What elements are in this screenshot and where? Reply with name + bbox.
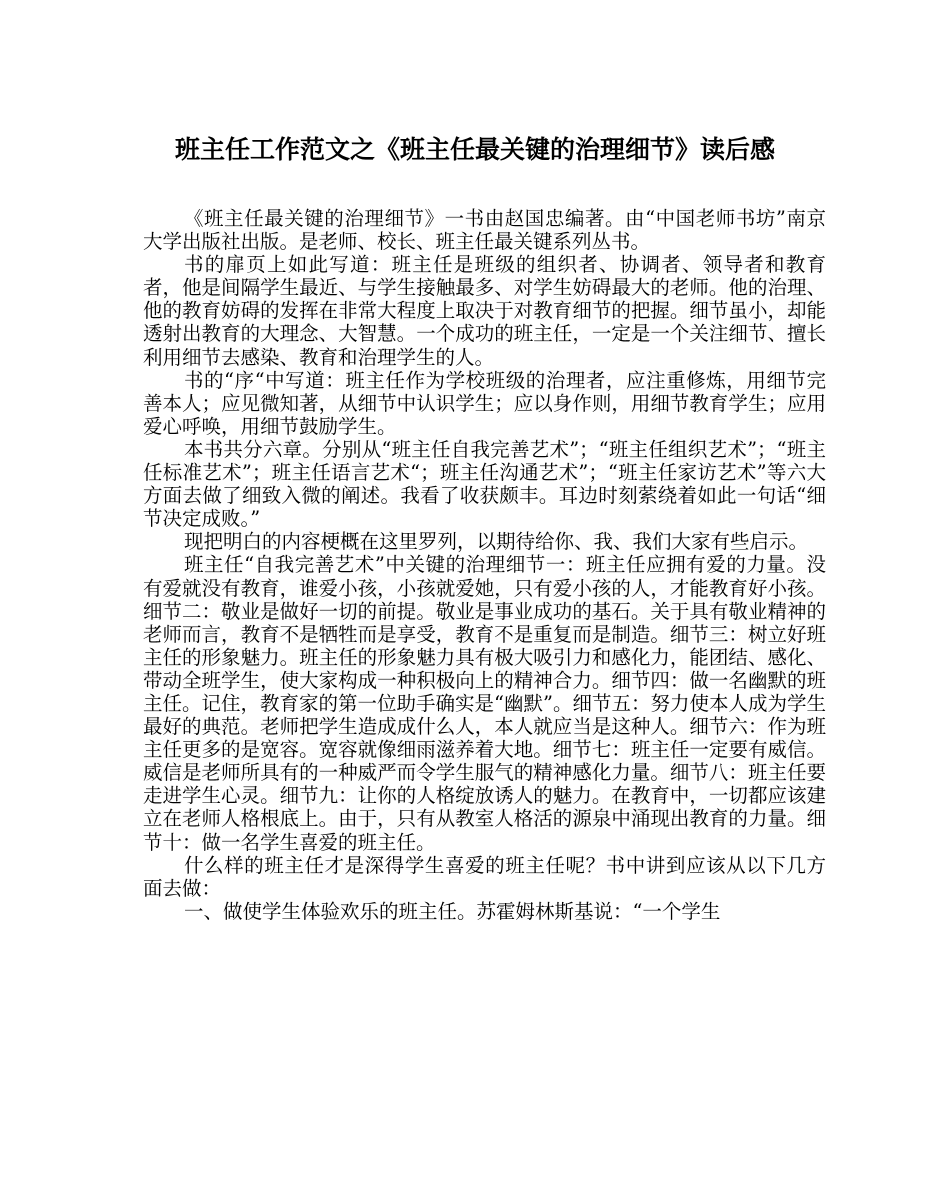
paragraph: 书的“序“中写道：班主任作为学校班级的治理者，应注重修炼，用细节完善本人；应见微知著，从细节中认识学生；应以身作则，用细节教育学生；应用爱心呼唤，用细节鼓励学生。: [143, 368, 826, 438]
paragraph: 班主任“自我完善艺术”中关键的治理细节一：班主任应拥有爱的力量。没有爱就没有教育，谁爱小孩，小孩就爱她，只有爱小孩的人，才能教育好小孩。细节二：敬业是做好一切的前提。敬业是事业成功的基石。关于具有敬业精神的老师而言，教育不是牺牲而是享受，教育不是重复而是制造。细节三：树立好班主任的形象魅力。班主任的形象魅力具有极大吸引力和感化力，能团结、感化、带动全班学生，使大家构成一种积极向上的精神合力。细节四：做一名幽默的班主任。记住，教育家的第一位助手确实是“幽默”。细节五：努力使本人成为学生最好的典范。老师把学生造成成什么人，本人就应当是这种人。细节六：作为班主任更多的是宽容。宽容就像细雨滋养着大地。细节七：班主任一定要有威信。威信是老师所具有的一种威严而令学生服气的精神感化力量。细节八：班主任要走进学生心灵。细节九：让你的人格绽放诱人的魅力。在教育中，一切都应该建立在老师人格根底上。由于，只有从教室人格活的源泉中涌现出教育的力量。细节十：做一名学生喜爱的班主任。: [143, 553, 826, 854]
document-title: 班主任工作范文之《班主任最关键的治理细节》读后感: [174, 135, 775, 164]
paragraph: 什么样的班主任才是深得学生喜爱的班主任呢？书中讲到应该从以下几方面去做：: [143, 853, 826, 900]
paragraph: 《班主任最关键的治理细节》一书由赵国忠编著。由“中国老师书坊”南京大学出版社出版。是老师、校长、班主任最关键系列丛书。: [143, 207, 826, 254]
paragraph: 书的扉页上如此写道：班主任是班级的组织者、协调者、领导者和教育者，他是间隔学生最近、与学生接触最多、对学生妨碍最大的老师。他的治理、他的教育妨碍的发挥在非常大程度上取决于对教育细节的把握。细节虽小，却能透射出教育的大理念、大智慧。一个成功的班主任，一定是一个关注细节、擅长利用细节去感染、教育和治理学生的人。: [143, 253, 826, 369]
document-body: [143, 207, 826, 923]
paragraph: 现把明白的内容梗概在这里罗列，以期待给你、我、我们大家有些启示。: [183, 530, 808, 554]
paragraph: 本书共分六章。分别从“班主任自我完善艺术”；“班主任组织艺术”；“班主任标准艺术”；班主任语言艺术“；班主任沟通艺术”；“班主任家访艺术”等六大方面去做了细致入微的阐述。我看了收获颇丰。耳边时刻萦绕着如此一句话“细节决定成败。”: [143, 437, 826, 531]
paragraph: 一、做使学生体验欢乐的班主任。苏霍姆林斯基说：“一个学生: [183, 899, 721, 923]
